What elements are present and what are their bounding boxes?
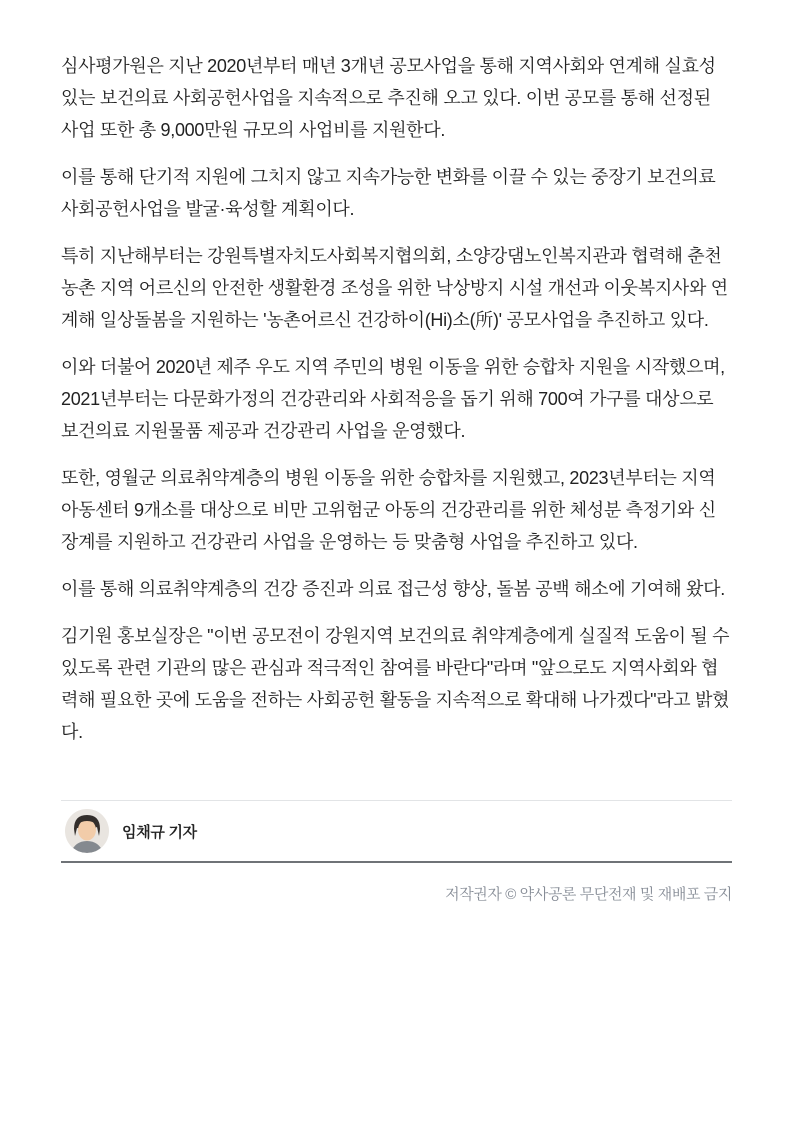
article-paragraph: 이를 통해 단기적 지원에 그치지 않고 지속가능한 변화를 이끌 수 있는 중장기 보건의료 사회공헌사업을 발굴·육성할 계획이다.	[61, 167, 716, 219]
article-paragraph: 또한, 영월군 의료취약계층의 병원 이동을 위한 승합차를 지원했고, 2023년부터는 지역아동센터 9개소를 대상으로 비만 고위험군 아동의 건강관리를 위한 체성분 측정기와 신장계를 지원하고 건강관리 사업을 운영하는 등 맞춤형 사업을 추진하고 있다.	[61, 468, 716, 552]
article-paragraph: 심사평가원은 지난 2020년부터 매년 3개년 공모사업을 통해 지역사회와 연계해 실효성 있는 보건의료 사회공헌사업을 지속적으로 추진해 오고 있다. 이번 공모를 통해 선정된 사업 또한 총 9,000만원 규모의 사업비를 지원한다.	[61, 56, 716, 140]
reporter-name[interactable]: 임채규 기자	[122, 823, 197, 841]
reporter-byline[interactable]	[61, 800, 732, 863]
article-paragraph: 이를 통해 의료취약계층의 건강 증진과 의료 접근성 향상, 돌봄 공백 해소에 기여해 왔다.	[61, 579, 725, 599]
reporter-avatar-icon[interactable]	[65, 809, 109, 853]
article-paragraph: 특히 지난해부터는 강원특별자치도사회복지협의회, 소양강댐노인복지관과 협력해 춘천 농촌 지역 어르신의 안전한 생활환경 조성을 위한 낙상방지 시설 개선과 이웃복지사와 연계해 일상돌봄을 지원하는 '농촌어르신 건강하이(Hi)소(所)' 공모사업을 추진하고 있다.	[61, 246, 728, 330]
article-body	[61, 50, 732, 748]
article-paragraph: 이와 더불어 2020년 제주 우도 지역 주민의 병원 이동을 위한 승합차 지원을 시작했으며, 2021년부터는 다문화가정의 건강관리와 사회적응을 돕기 위해 700여 가구를 대상으로 보건의료 지원물품 제공과 건강관리 사업을 운영했다.	[61, 357, 725, 441]
article-paragraph: 김기원 홍보실장은 "이번 공모전이 강원지역 보건의료 취약계층에게 실질적 도움이 될 수 있도록 관련 기관의 많은 관심과 적극적인 참여를 바란다"라며 "앞으로도 지역사회와 협력해 필요한 곳에 도움을 전하는 사회공헌 활동을 지속적으로 확대해 나가겠다"라고 밝혔다.	[61, 626, 730, 742]
copyright-notice: 저작권자 © 약사공론 무단전재 및 재배포 금지	[445, 886, 732, 903]
article-page	[61, 0, 732, 904]
